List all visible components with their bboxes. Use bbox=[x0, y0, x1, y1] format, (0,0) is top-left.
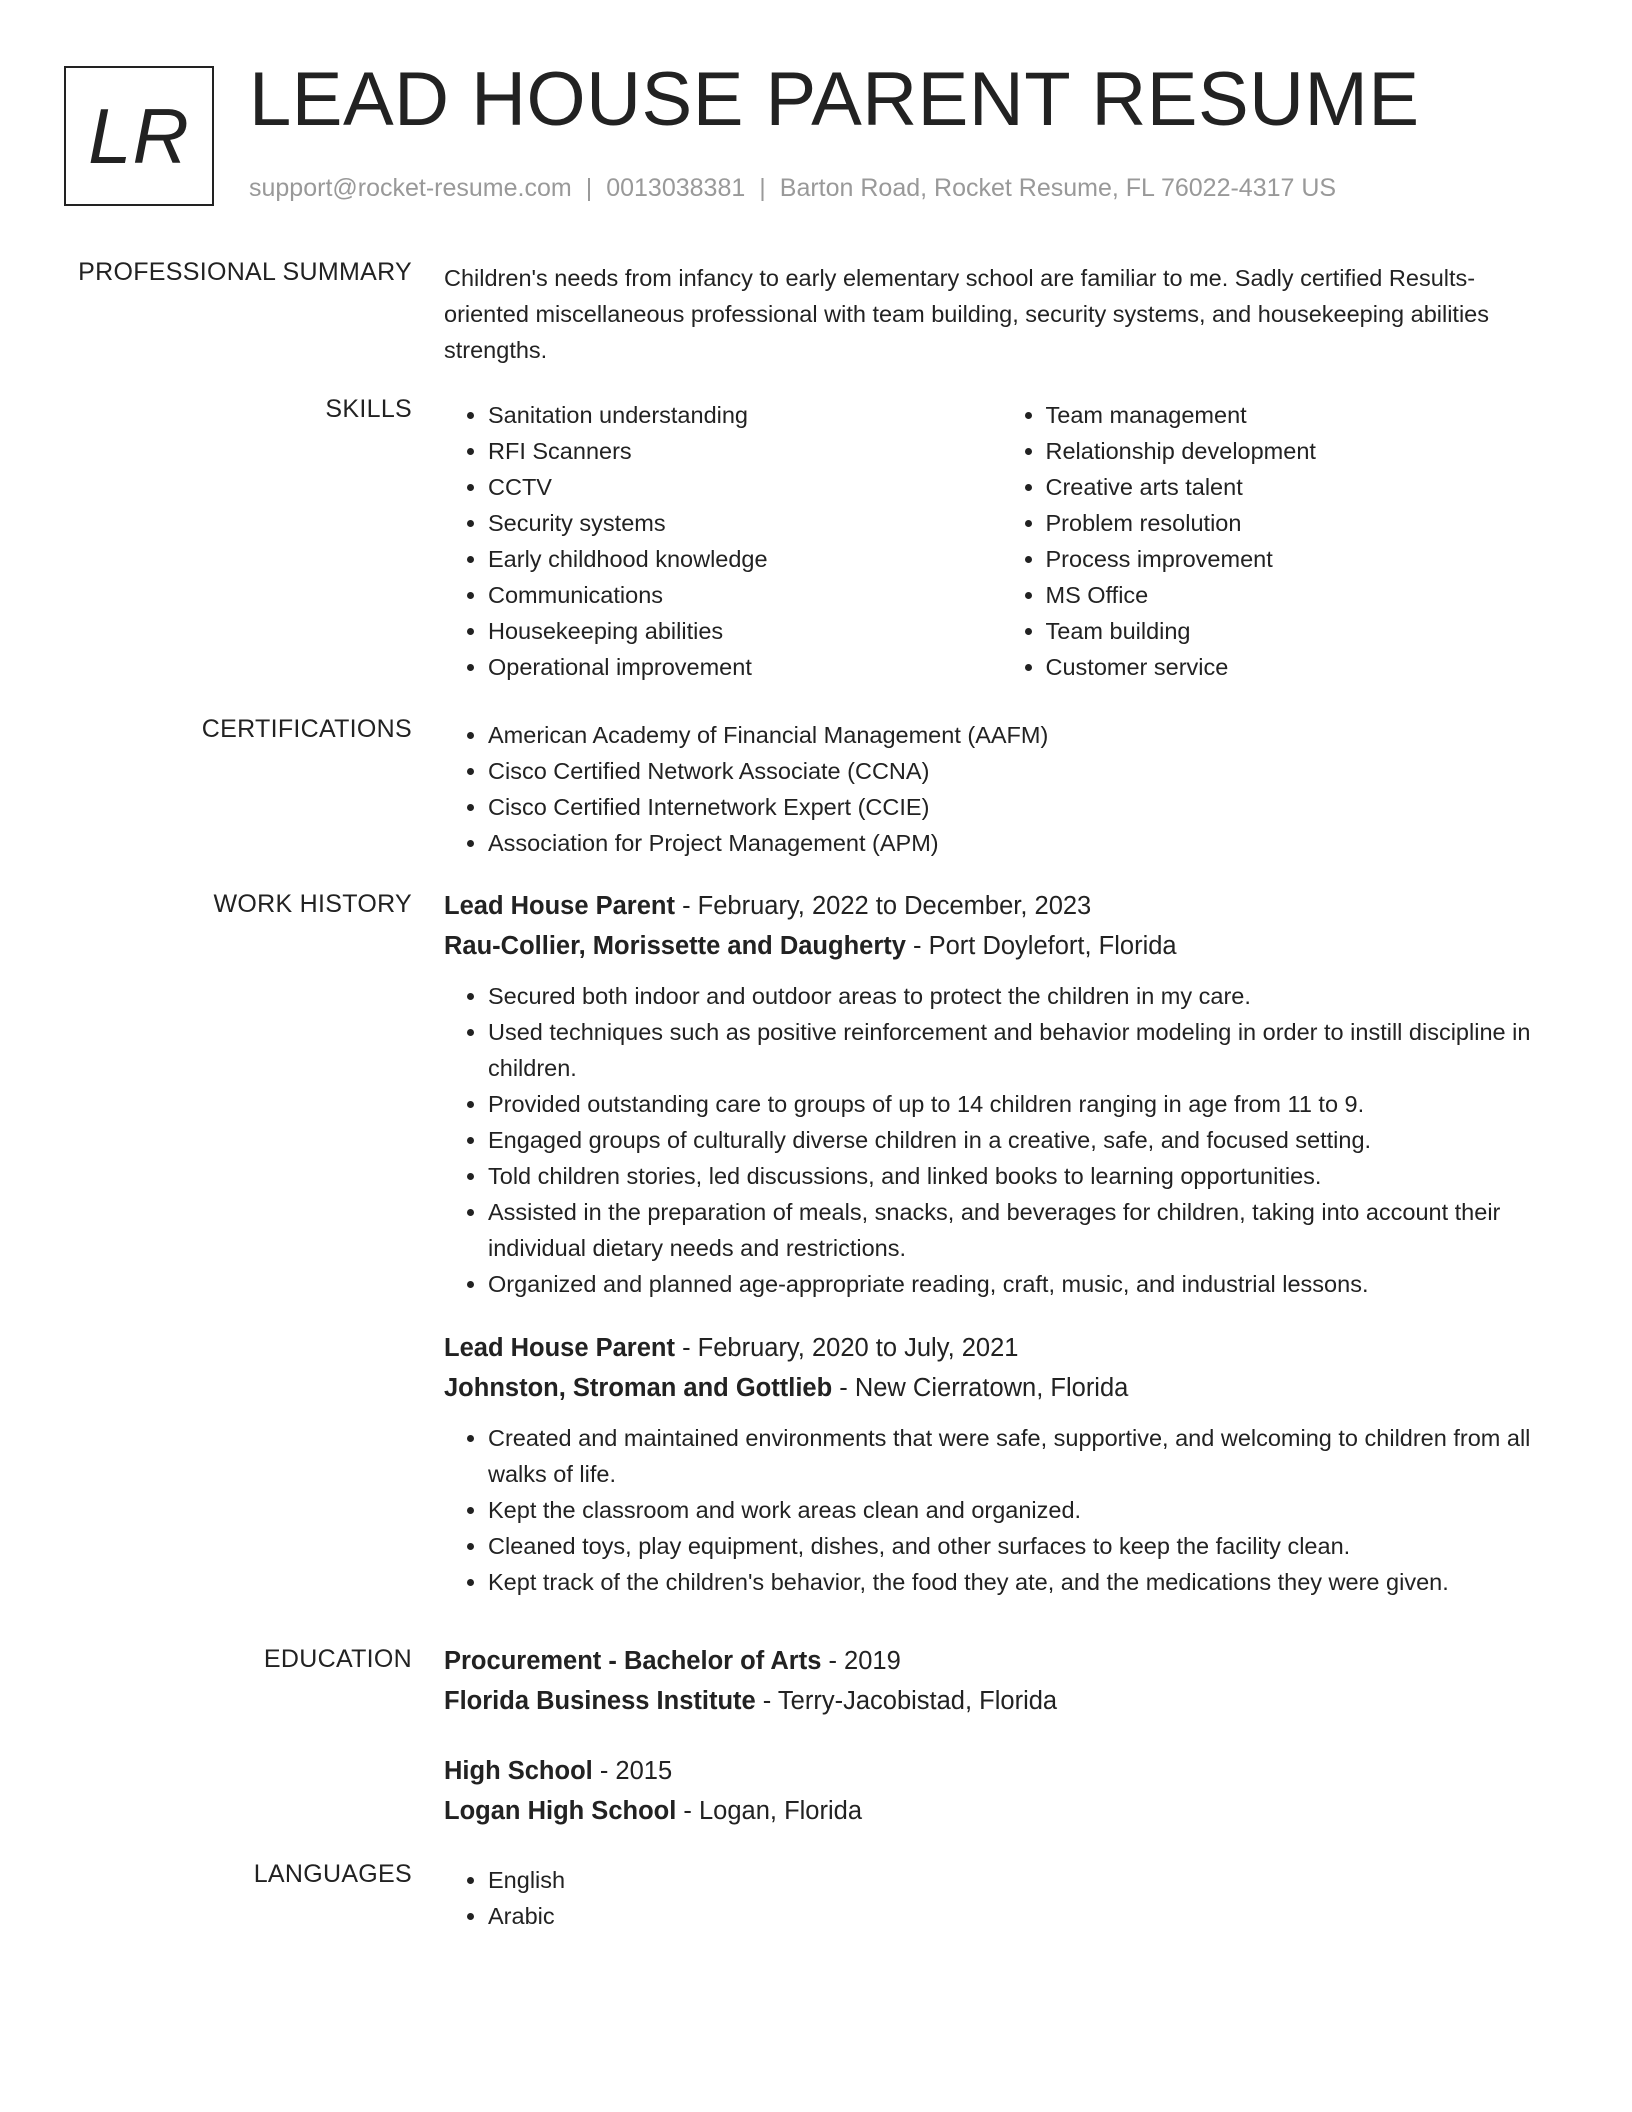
job-company-line bbox=[444, 1368, 1559, 1408]
job-bullets bbox=[444, 1420, 1559, 1600]
education-degree: Procurement - Bachelor of Arts bbox=[444, 1647, 822, 1675]
section-label-certifications: CERTIFICATIONS bbox=[201, 715, 412, 743]
list-item: • Creative arts talent bbox=[1046, 469, 1560, 505]
list-item: • Operational improvement bbox=[488, 649, 1002, 685]
address: Barton Road, Rocket Resume, FL 76022-4317 US bbox=[779, 174, 1337, 202]
list-item: • Used techniques such as positive reinforcement and behavior modeling in order to instill discipline in children. bbox=[488, 1014, 1559, 1086]
education-year: - 2015 bbox=[592, 1757, 673, 1785]
list-item: • Engaged groups of culturally diverse children in a creative, safe, and focused setting. bbox=[488, 1122, 1559, 1158]
list-item: • Team building bbox=[1046, 613, 1560, 649]
job-entry bbox=[444, 1328, 1559, 1600]
resume-header bbox=[64, 57, 1572, 216]
phone-number: 0013038381 bbox=[606, 174, 746, 202]
job-bullets bbox=[444, 978, 1559, 1302]
list-item: • Provided outstanding care to groups of up to 14 children ranging in age from 11 to 9. bbox=[488, 1086, 1559, 1122]
education-entry bbox=[444, 1641, 1559, 1721]
job-company: Johnston, Stroman and Gottlieb bbox=[444, 1374, 833, 1402]
list-item: • CCTV bbox=[488, 469, 1002, 505]
section-label-education: EDUCATION bbox=[263, 1645, 412, 1673]
languages-list-wrap bbox=[444, 1862, 1559, 1934]
education-school: Logan High School bbox=[444, 1797, 677, 1825]
list-item: • Association for Project Management (APM) bbox=[488, 825, 1559, 861]
list-item: • Cleaned toys, play equipment, dishes, and other surfaces to keep the facility clean. bbox=[488, 1528, 1559, 1564]
list-item: • MS Office bbox=[1046, 577, 1560, 613]
list-item: • Cisco Certified Network Associate (CCNA) bbox=[488, 753, 1559, 789]
certifications-list bbox=[444, 717, 1559, 861]
job-location: - New Cierratown, Florida bbox=[832, 1374, 1129, 1402]
list-item: • Process improvement bbox=[1046, 541, 1560, 577]
list-item: • Relationship development bbox=[1046, 433, 1560, 469]
job-company-line bbox=[444, 926, 1559, 966]
education-location: - Terry-Jacobistad, Florida bbox=[755, 1687, 1058, 1715]
job-title-line bbox=[444, 1328, 1559, 1368]
summary-text: Children's needs from infancy to early elementary school are familiar to me. Sadly certified Results-oriented miscellaneous professional with team building, security systems, and housekeeping abilities strengths. bbox=[444, 265, 1490, 363]
list-item: • Cisco Certified Internetwork Expert (CCIE) bbox=[488, 789, 1559, 825]
skills-list-right bbox=[1002, 397, 1560, 685]
education-school-line bbox=[444, 1791, 1559, 1831]
job-location: - Port Doylefort, Florida bbox=[905, 932, 1177, 960]
certifications-list-wrap bbox=[444, 717, 1559, 861]
contact-line bbox=[249, 174, 1336, 203]
list-item: • Customer service bbox=[1046, 649, 1560, 685]
education-degree-line bbox=[444, 1641, 1559, 1681]
list-item: • Created and maintained environments that were safe, supportive, and welcoming to children from all walks of life. bbox=[488, 1420, 1559, 1492]
education-degree-line bbox=[444, 1751, 1559, 1791]
section-label-skills: SKILLS bbox=[325, 395, 412, 423]
job-title-line bbox=[444, 886, 1559, 926]
education-school-line bbox=[444, 1681, 1559, 1721]
education-school: Florida Business Institute bbox=[444, 1687, 756, 1715]
education-location: - Logan, Florida bbox=[676, 1797, 863, 1825]
list-item: • Arabic bbox=[488, 1898, 1559, 1934]
email-link[interactable]: support@rocket-resume.com bbox=[249, 174, 572, 202]
page-title: LEAD HOUSE PARENT RESUME bbox=[249, 57, 1420, 142]
skills-list-left bbox=[444, 397, 1002, 685]
section-label-languages: LANGUAGES bbox=[253, 1860, 412, 1888]
education-degree: High School bbox=[444, 1757, 593, 1785]
contact-separator: | bbox=[759, 174, 766, 202]
list-item: • Housekeeping abilities bbox=[488, 613, 1002, 649]
section-label-work: WORK HISTORY bbox=[213, 890, 412, 918]
section-label-summary: PROFESSIONAL SUMMARY bbox=[78, 258, 412, 286]
education-content bbox=[444, 1641, 1559, 1831]
list-item: • Early childhood knowledge bbox=[488, 541, 1002, 577]
list-item: • Secured both indoor and outdoor areas to protect the children in my care. bbox=[488, 978, 1559, 1014]
work-history-content bbox=[444, 886, 1559, 1600]
list-item: • Told children stories, led discussions, and linked books to learning opportunities. bbox=[488, 1158, 1559, 1194]
list-item: • English bbox=[488, 1862, 1559, 1898]
list-item: • Sanitation understanding bbox=[488, 397, 1002, 433]
job-dates: - February, 2020 to July, 2021 bbox=[674, 1334, 1019, 1362]
job-entry bbox=[444, 886, 1559, 1302]
list-item: • Team management bbox=[1046, 397, 1560, 433]
list-item: • Communications bbox=[488, 577, 1002, 613]
languages-list bbox=[444, 1862, 1559, 1934]
job-title: Lead House Parent bbox=[444, 892, 675, 920]
list-item: • American Academy of Financial Management (AAFM) bbox=[488, 717, 1559, 753]
list-item: • Organized and planned age-appropriate reading, craft, music, and industrial lessons. bbox=[488, 1266, 1559, 1302]
skills-columns bbox=[444, 397, 1559, 685]
contact-separator: | bbox=[585, 174, 593, 202]
education-year: - 2019 bbox=[821, 1647, 901, 1675]
job-company: Rau-Collier, Morissette and Daugherty bbox=[444, 932, 906, 960]
list-item: • Security systems bbox=[488, 505, 1002, 541]
list-item: • RFI Scanners bbox=[488, 433, 1002, 469]
monogram-logo: LR bbox=[64, 66, 214, 206]
education-entry bbox=[444, 1751, 1559, 1831]
list-item: • Assisted in the preparation of meals, snacks, and beverages for children, taking into account their individual dietary needs and restrictions. bbox=[488, 1194, 1559, 1266]
job-dates: - February, 2022 to December, 2023 bbox=[674, 892, 1092, 920]
job-title: Lead House Parent bbox=[444, 1334, 675, 1362]
list-item: • Kept track of the children's behavior, the food they ate, and the medications they were given. bbox=[488, 1564, 1559, 1600]
list-item: • Kept the classroom and work areas clean and organized. bbox=[488, 1492, 1559, 1528]
list-item: • Problem resolution bbox=[1046, 505, 1560, 541]
